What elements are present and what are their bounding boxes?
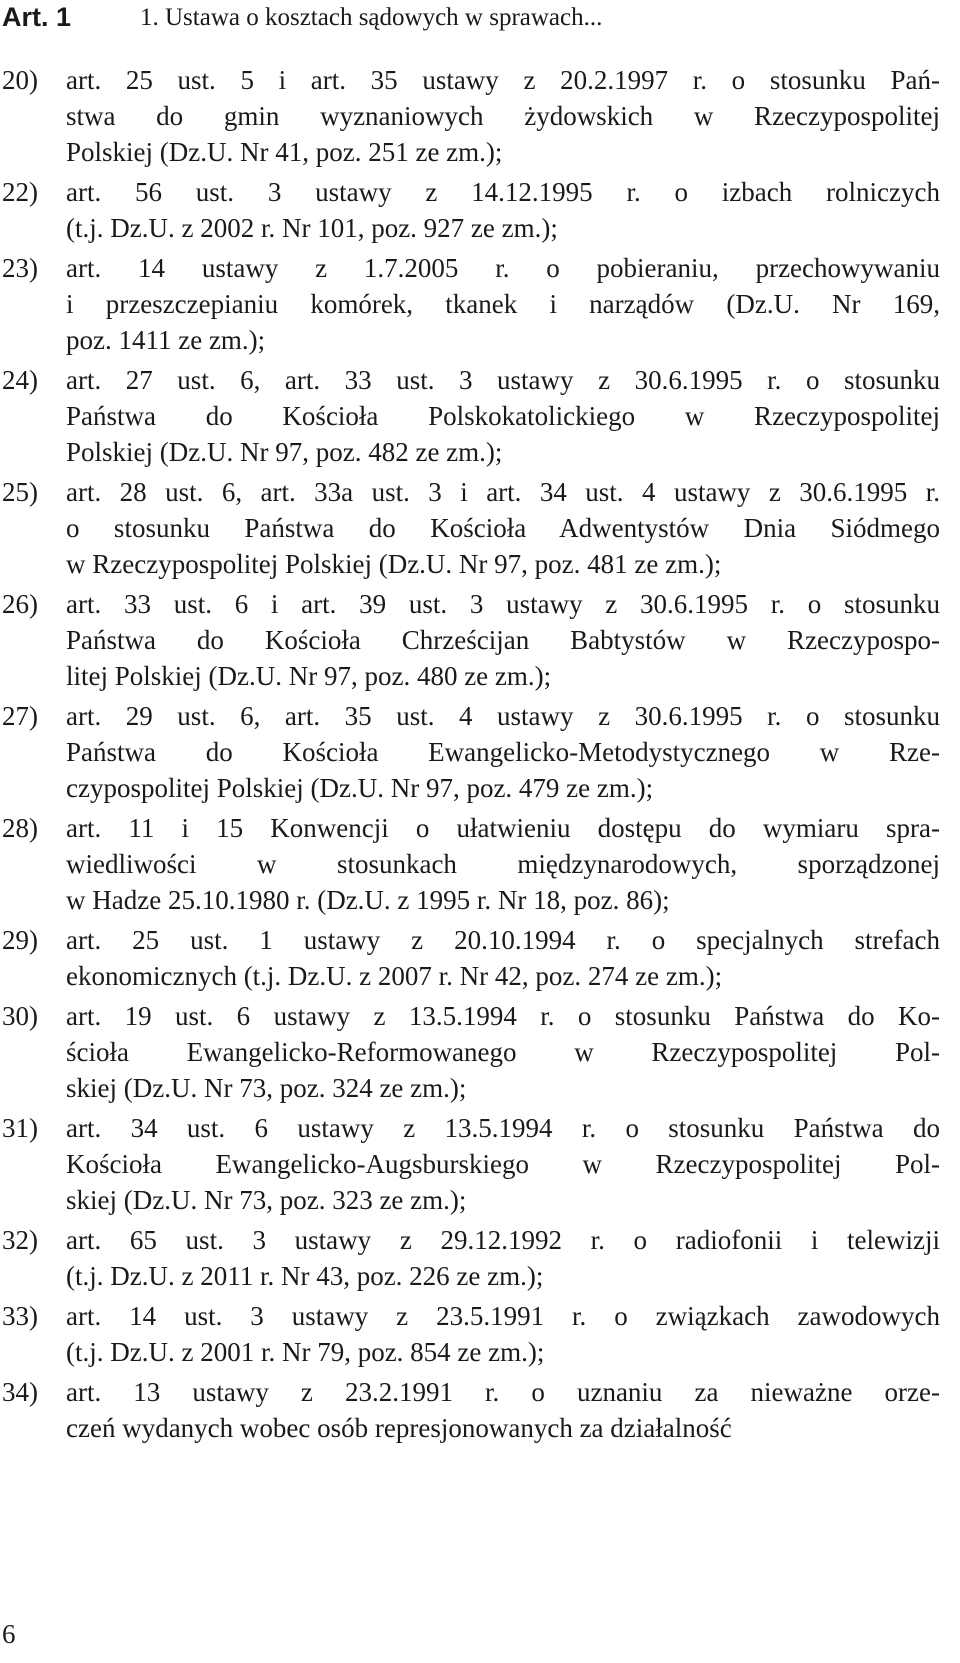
item-text-line: skiej (Dz.U. Nr 73, poz. 324 ze zm.); xyxy=(66,1073,467,1103)
article-label: Art. 1 xyxy=(2,2,72,32)
item-text-line: w Rzeczypospolitej Polskiej (Dz.U. Nr 97, poz. 481 ze zm.); xyxy=(66,549,722,579)
list-item xyxy=(0,922,940,994)
item-text-line: Państwa do Kościoła Polskokatolickiego w Rzeczypospolitej xyxy=(66,401,940,431)
item-number: 26) xyxy=(2,589,38,619)
item-number: 22) xyxy=(2,177,38,207)
item-text-line: art. 11 i 15 Konwencji o ułatwieniu dostępu do wymiaru spra- xyxy=(66,813,940,843)
item-text-line: poz. 1411 ze zm.); xyxy=(66,325,266,355)
item-text-line: litej Polskiej (Dz.U. Nr 97, poz. 480 ze zm.); xyxy=(66,661,552,691)
running-title: 1. Ustawa o kosztach sądowych w sprawach... xyxy=(140,4,603,31)
item-text-line: i przeszczepianiu komórek, tkanek i narządów (Dz.U. Nr 169, xyxy=(66,289,940,319)
item-text-line: czypospolitej Polskiej (Dz.U. Nr 97, poz. 479 ze zm.); xyxy=(66,773,654,803)
list-item xyxy=(0,1222,940,1294)
item-text-line: art. 56 ust. 3 ustawy z 14.12.1995 r. o izbach rolniczych xyxy=(66,177,940,207)
item-number: 20) xyxy=(2,65,38,95)
item-text-line: art. 27 ust. 6, art. 33 ust. 3 ustawy z 30.6.1995 r. o stosunku xyxy=(66,365,940,395)
list-item xyxy=(0,1298,940,1370)
list-item xyxy=(0,1374,940,1446)
item-text-line: art. 25 ust. 5 i art. 35 ustawy z 20.2.1997 r. o stosunku Pań- xyxy=(66,65,940,95)
item-number: 34) xyxy=(2,1377,38,1407)
item-text-line: art. 29 ust. 6, art. 35 ust. 4 ustawy z 30.6.1995 r. o stosunku xyxy=(66,701,940,731)
list-item xyxy=(0,362,940,470)
item-text-line: art. 14 ustawy z 1.7.2005 r. o pobieraniu, przechowywaniu xyxy=(66,253,940,283)
item-text-line: Państwa do Kościoła Chrześcijan Babtystów w Rzeczypospo- xyxy=(66,625,940,655)
list-item xyxy=(0,174,940,246)
item-text-line: Polskiej (Dz.U. Nr 97, poz. 482 ze zm.); xyxy=(66,437,503,467)
list-item xyxy=(0,1110,940,1218)
item-number: 25) xyxy=(2,477,38,507)
item-text-line: stwa do gmin wyznaniowych żydowskich w Rzeczypospolitej xyxy=(66,101,940,131)
item-text-line: (t.j. Dz.U. z 2011 r. Nr 43, poz. 226 ze zm.); xyxy=(66,1261,544,1291)
item-text-line: skiej (Dz.U. Nr 73, poz. 323 ze zm.); xyxy=(66,1185,467,1215)
list-item xyxy=(0,474,940,582)
item-text-line: art. 28 ust. 6, art. 33a ust. 3 i art. 34 ust. 4 ustawy z 30.6.1995 r. xyxy=(66,477,940,507)
item-text-line: wiedliwości w stosunkach międzynarodowych, sporządzonej xyxy=(66,849,940,879)
item-number: 31) xyxy=(2,1113,38,1143)
list-item xyxy=(0,698,940,806)
item-number: 28) xyxy=(2,813,38,843)
item-text-line: art. 65 ust. 3 ustawy z 29.12.1992 r. o radiofonii i telewizji xyxy=(66,1225,940,1255)
list-item xyxy=(0,62,940,170)
item-number: 30) xyxy=(2,1001,38,1031)
item-number: 32) xyxy=(2,1225,38,1255)
item-text-line: Kościoła Ewangelicko-Augsburskiego w Rzeczypospolitej Pol- xyxy=(66,1149,940,1179)
item-text-line: o stosunku Państwa do Kościoła Adwentystów Dnia Siódmego xyxy=(66,513,940,543)
item-text-line: Państwa do Kościoła Ewangelicko-Metodystycznego w Rze- xyxy=(66,737,940,767)
item-text-line: czeń wydanych wobec osób represjonowanych za działalność xyxy=(66,1413,732,1443)
running-header xyxy=(0,0,960,44)
list-item xyxy=(0,810,940,918)
item-text-line: ekonomicznych (t.j. Dz.U. z 2007 r. Nr 42, poz. 274 ze zm.); xyxy=(66,961,723,991)
list-item xyxy=(0,998,940,1106)
list-item xyxy=(0,250,940,358)
item-text-line: art. 33 ust. 6 i art. 39 ust. 3 ustawy z 30.6.1995 r. o stosunku xyxy=(66,589,940,619)
item-text-line: ścioła Ewangelicko-Reformowanego w Rzeczypospolitej Pol- xyxy=(66,1037,940,1067)
item-text-line: w Hadze 25.10.1980 r. (Dz.U. z 1995 r. Nr 18, poz. 86); xyxy=(66,885,670,915)
item-number: 29) xyxy=(2,925,38,955)
item-text-line: art. 34 ust. 6 ustawy z 13.5.1994 r. o stosunku Państwa do xyxy=(66,1113,940,1143)
item-number: 24) xyxy=(2,365,38,395)
legal-reference-list xyxy=(0,62,940,1450)
item-number: 23) xyxy=(2,253,38,283)
item-text-line: (t.j. Dz.U. z 2002 r. Nr 101, poz. 927 ze zm.); xyxy=(66,213,558,243)
item-text-line: art. 14 ust. 3 ustawy z 23.5.1991 r. o związkach zawodowych xyxy=(66,1301,940,1331)
item-text-line: (t.j. Dz.U. z 2001 r. Nr 79, poz. 854 ze zm.); xyxy=(66,1337,545,1367)
item-text-line: art. 25 ust. 1 ustawy z 20.10.1994 r. o specjalnych strefach xyxy=(66,925,940,955)
item-text-line: Polskiej (Dz.U. Nr 41, poz. 251 ze zm.); xyxy=(66,137,503,167)
item-number: 33) xyxy=(2,1301,38,1331)
item-text-line: art. 13 ustawy z 23.2.1991 r. o uznaniu za nieważne orze- xyxy=(66,1377,940,1407)
page-number: 6 xyxy=(2,1619,16,1649)
list-item xyxy=(0,586,940,694)
item-text-line: art. 19 ust. 6 ustawy z 13.5.1994 r. o stosunku Państwa do Ko- xyxy=(66,1001,940,1031)
item-number: 27) xyxy=(2,701,38,731)
